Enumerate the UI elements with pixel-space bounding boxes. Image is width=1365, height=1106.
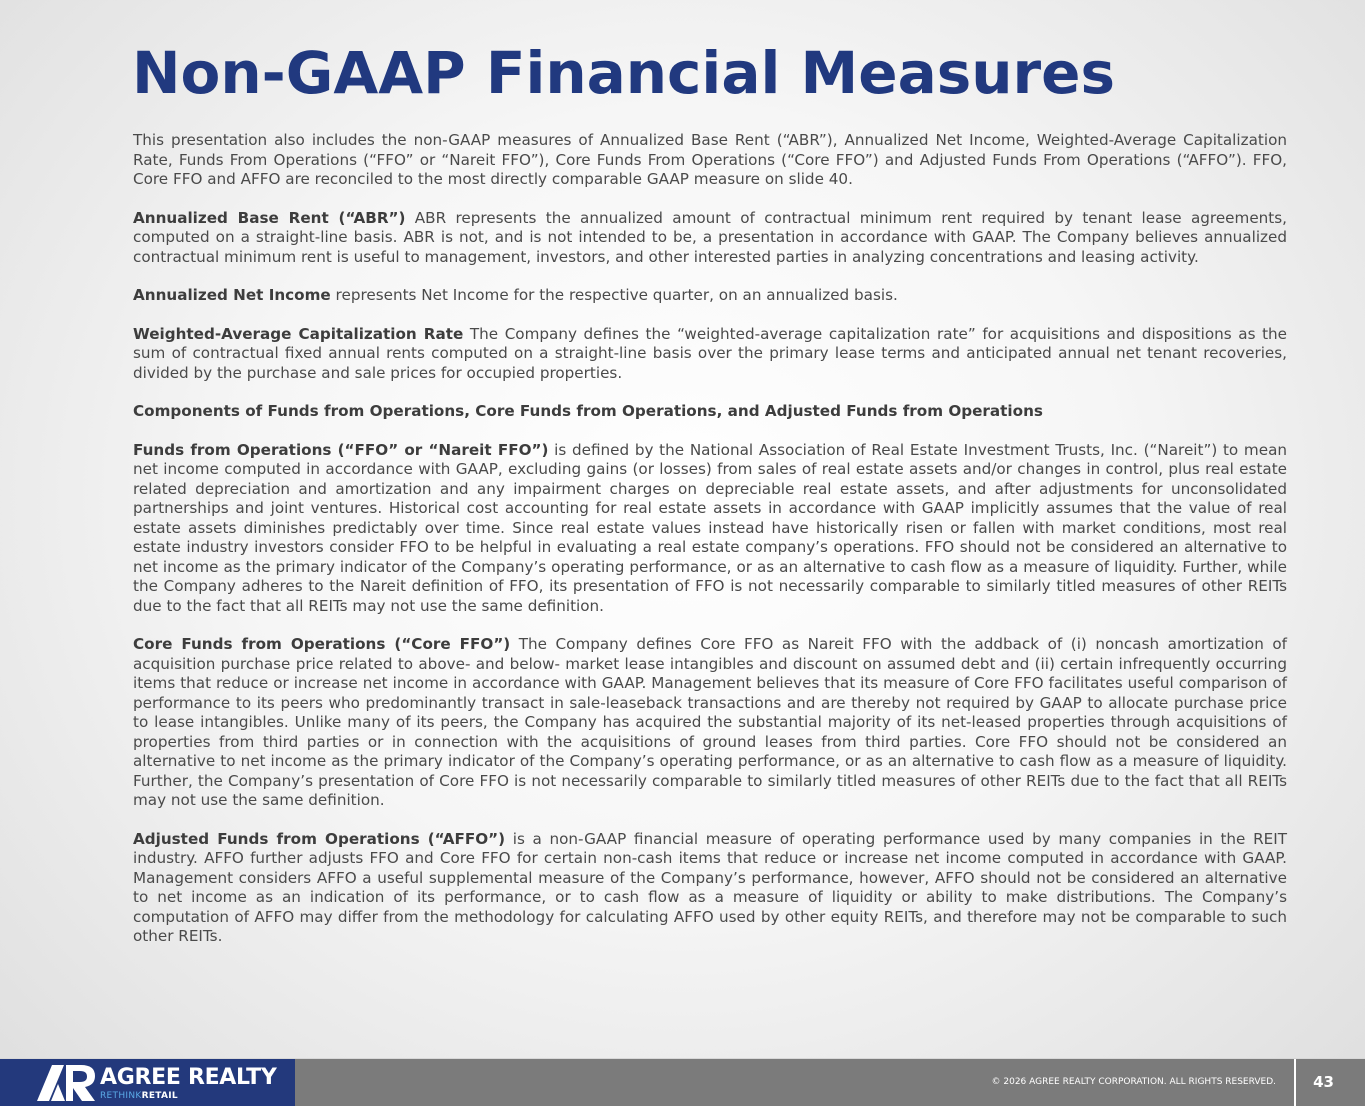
logo-company-name: AGREE REALTY <box>100 1065 277 1090</box>
abr-paragraph <box>133 209 1287 268</box>
cap-rate-paragraph <box>133 325 1287 384</box>
page-number: 43 <box>1313 1073 1334 1091</box>
components-paragraph <box>133 402 1287 422</box>
affo-heading: Adjusted Funds from Operations (“AFFO”) <box>133 829 506 848</box>
intro-paragraph: This presentation also includes the non-GAAP measures of Annualized Base Rent (“ABR”), Annualized Net Income, Weighted-Average Capitalization Rate, Funds From Operations (“FFO” or “Nareit FFO”), Core Funds From Operations (“Core FFO”) and Adjusted Funds From Operations (“AFFO”). FFO, Core FFO and AFFO are reconciled to the most directly comparable GAAP measure on slide 40. <box>133 131 1287 188</box>
page-title: Non-GAAP Financial Measures <box>132 39 1115 107</box>
core-ffo-heading: Core Funds from Operations (“Core FFO”) <box>133 635 511 653</box>
cap-rate-text: The Company defines the “weighted-average capitalization rate” for acquisitions and dispositions as the sum of contractual fixed annual rents computed on a straight-line basis over the primary lease terms and anticipated annual net tenant recoveries, divided by the purchase and sale prices for occupied properties. <box>133 324 1287 382</box>
net-income-heading: Annualized Net Income <box>133 286 331 304</box>
core-ffo-text: The Company defines Core FFO as Nareit FFO with the addback of (i) noncash amortization of acquisition purchase price related to above- and below- market lease intangibles and discount on assumed debt and (ii) certain infrequently occurring items that reduce or increase net income in accordance with GAAP. Management believes that its measure of Core FFO facilitates useful comparison of performance to its peers who predominantly transact in sale-leaseback transactions and are thereby not required by GAAP to allocate purchase price to lease intangibles. Unlike many of its peers, the Company has acquired the substantial majority of its net-leased properties through acquisitions of properties from third parties or in connection with the acquisitions of ground leases from third parties. Core FFO should not be considered an alternative to net income as the primary indicator of the Company’s operating performance, or as an alternative to cash flow as a measure of liquidity. Further, the Company’s presentation of Core FFO is not necessarily comparable to similarly titled measures of other REITs due to the fact that all REITs may not use the same definition. <box>133 635 1287 809</box>
logo-tagline-retail: RETAIL <box>141 1091 178 1101</box>
net-income-paragraph <box>133 286 1287 306</box>
ffo-heading: Funds from Operations (“FFO” or “Nareit FFO”) <box>133 440 549 459</box>
footer-bar <box>0 1058 1365 1106</box>
net-income-text: represents Net Income for the respective quarter, on an annualized basis. <box>330 286 898 304</box>
affo-paragraph <box>133 830 1287 947</box>
core-ffo-paragraph <box>133 635 1287 811</box>
agree-logo-icon <box>37 1065 97 1101</box>
abr-text: ABR represents the annualized amount of contractual minimum rent required by tenant lease agreements, computed on a straight-line basis. ABR is not, and is not intended to be, a presentation in accordance with GAAP. The Company believes annualized contractual minimum rent is useful to management, investors, and other interested parties in analyzing concentrations and leasing activity. <box>133 208 1287 266</box>
company-logo <box>0 1059 295 1106</box>
logo-tagline <box>100 1091 178 1101</box>
ffo-text: is defined by the National Association of Real Estate Investment Trusts, Inc. (“Nareit”) to mean net income computed in accordance with GAAP, excluding gains (or losses) from sales of real estate assets and/or changes in control, plus real estate related depreciation and amortization and any impairment charges on depreciable real estate assets, and after adjustments for unconsolidated partnerships and joint ventures. Historical cost accounting for real estate assets in accordance with GAAP implicitly assumes that the value of real estate assets diminishes predictably over time. Since real estate values instead have historically risen or fallen with market conditions, most real estate industry investors consider FFO to be helpful in evaluating a real estate company’s operations. FFO should not be considered an alternative to net income as the primary indicator of the Company’s operating performance, or as an alternative to cash flow as a measure of liquidity. Further, while the Company adheres to the Nareit definition of FFO, its presentation of FFO is not necessarily comparable to similarly titled measures of other REITs due to the fact that all REITs may not use the same definition. <box>133 440 1288 615</box>
cap-rate-heading: Weighted-Average Capitalization Rate <box>133 324 464 343</box>
affo-text: is a non-GAAP financial measure of operating performance used by many companies in the REIT industry. AFFO further adjusts FFO and Core FFO for certain non-cash items that reduce or increase net income computed in accordance with GAAP. Management considers AFFO a useful supplemental measure of the Company’s performance, however, AFFO should not be considered an alternative to net income as an indication of its performance, or to cash flow as a measure of liquidity or ability to make distributions. The Company’s computation of AFFO may differ from the methodology for calculating AFFO used by other equity REITs, and therefore may not be comparable to such other REITs. <box>133 829 1287 945</box>
slide-body <box>133 131 1287 966</box>
abr-heading: Annualized Base Rent (“ABR”) <box>133 208 406 227</box>
components-heading: Components of Funds from Operations, Core Funds from Operations, and Adjusted Funds from Operations <box>133 402 1043 420</box>
ffo-paragraph <box>133 441 1287 617</box>
logo-tagline-rethink: RETHINK <box>100 1091 142 1101</box>
copyright-notice: © 2026 AGREE REALTY CORPORATION. ALL RIGHTS RESERVED. <box>991 1077 1276 1087</box>
